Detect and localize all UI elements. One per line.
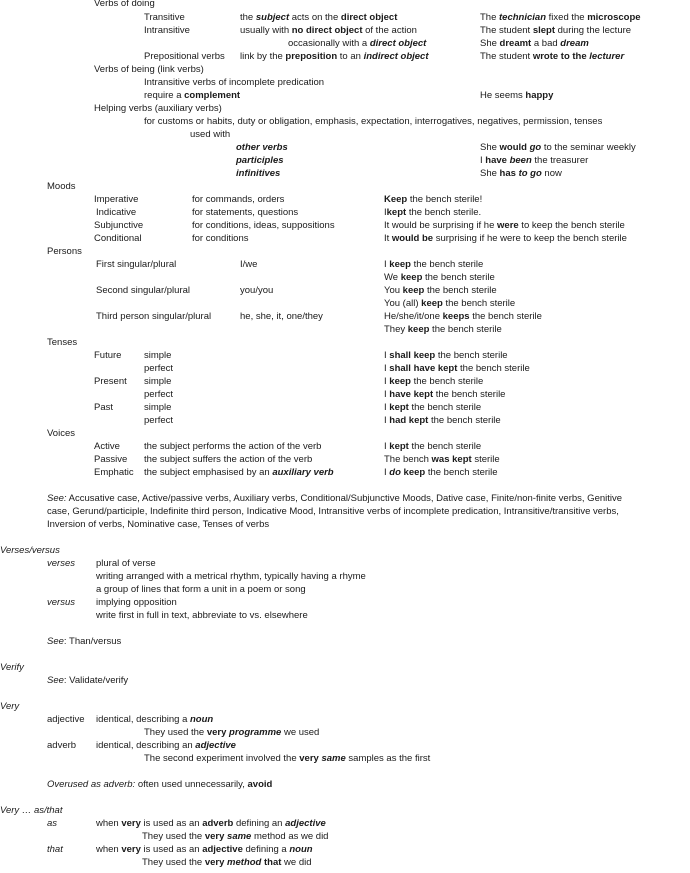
very-that-term: that xyxy=(47,844,63,855)
verses-line: plural of verse xyxy=(96,558,156,569)
voice-desc: the subject performs the action of the verb xyxy=(144,441,322,452)
mood-term: Indicative xyxy=(96,207,137,218)
verbs-of-being-heading: Verbs of being (link verbs) xyxy=(94,64,204,75)
very-adverb-term: adverb xyxy=(47,740,77,751)
tense-aspect: simple xyxy=(144,350,172,361)
very-adjective-desc: identical, describing a noun xyxy=(96,714,214,725)
tense-example: I shall have kept the bench sterile xyxy=(384,363,530,374)
person-example: He/she/it/one keeps the bench sterile xyxy=(384,311,542,322)
verbs-of-doing-heading: Verbs of doing xyxy=(94,0,155,9)
voice-example: The bench was kept sterile xyxy=(384,454,500,465)
verses-line: a group of lines that form a unit in a poem or song xyxy=(96,584,306,595)
helping-item-term: other verbs xyxy=(236,142,288,153)
person-example: I keep the bench sterile xyxy=(384,259,484,270)
helping-item-example: I have been the treasurer xyxy=(480,155,589,166)
intransitive-desc: usually with no direct object of the action xyxy=(240,25,417,36)
verses-versus-heading: Verses/versus xyxy=(0,545,60,556)
helping-verbs-line-2: used with xyxy=(190,129,231,140)
mood-term: Conditional xyxy=(94,233,142,244)
tense-example: I shall keep the bench sterile xyxy=(384,350,508,361)
intransitive-term: Intransitive xyxy=(144,25,190,36)
voice-term: Active xyxy=(94,441,120,452)
helping-item-term: participles xyxy=(236,155,284,166)
mood-desc: for conditions xyxy=(192,233,249,244)
voices-heading: Voices xyxy=(47,428,75,439)
verses-see: See: Than/versus xyxy=(47,636,122,647)
mood-term: Imperative xyxy=(94,194,139,205)
very-adverb-desc: identical, describing an adjective xyxy=(96,740,236,751)
tense-aspect: perfect xyxy=(144,415,174,426)
verbs-of-being-line-2: require a complement xyxy=(144,90,241,101)
verbs-of-being-example: He seems happy xyxy=(480,90,554,101)
very-adjective-term: adjective xyxy=(47,714,85,725)
prepositional-desc: link by the preposition to an indirect object xyxy=(240,51,429,62)
prepositional-example: The student wrote to the lecturer xyxy=(480,51,625,62)
helping-item-term: infinitives xyxy=(236,168,281,179)
tense-name: Present xyxy=(94,376,127,387)
person-term: Third person singular/plural xyxy=(96,311,212,322)
person-example: You keep the bench sterile xyxy=(384,285,497,296)
transitive-example: The technician fixed the microscope xyxy=(480,12,641,23)
voice-desc: the subject suffers the action of the verb xyxy=(144,454,313,465)
moods-heading: Moods xyxy=(47,181,76,192)
very-overused-note: Overused as adverb: often used unnecessarily, avoid xyxy=(47,779,273,790)
tenses-heading: Tenses xyxy=(47,337,78,348)
helping-item-example: She has to go now xyxy=(480,168,562,179)
person-example: We keep the bench sterile xyxy=(384,272,495,283)
tense-aspect: simple xyxy=(144,376,172,387)
very-adjective-example: They used the very programme we used xyxy=(144,727,320,738)
prepositional-term: Prepositional verbs xyxy=(144,51,225,62)
person-term: First singular/plural xyxy=(96,259,177,270)
person-term: Second singular/plural xyxy=(96,285,191,296)
verses-line: writing arranged with a metrical rhythm, typically having a rhyme xyxy=(96,571,366,582)
versus-line: write first in full in text, abbreviate to vs. elsewhere xyxy=(96,610,308,621)
person-pronoun: you/you xyxy=(240,285,274,296)
very-as-that-heading: Very … as/that xyxy=(0,805,63,816)
intransitive-desc-2: occasionally with a direct object xyxy=(288,38,427,49)
tense-example: I have kept the bench sterile xyxy=(384,389,506,400)
tense-example: I keep the bench sterile xyxy=(384,376,484,387)
helping-item-example: She would go to the seminar weekly xyxy=(480,142,636,153)
very-as-term: as xyxy=(47,818,58,829)
verify-see: See: Validate/verify xyxy=(47,675,129,686)
tense-aspect: perfect xyxy=(144,389,174,400)
very-as-desc: when very is used as an adverb defining an adjective xyxy=(96,818,326,829)
person-pronoun: he, she, it, one/they xyxy=(240,311,323,322)
mood-desc: for statements, questions xyxy=(192,207,299,218)
very-as-example: They used the very same method as we did xyxy=(142,831,329,842)
mood-desc: for conditions, ideas, suppositions xyxy=(192,220,335,231)
tense-name: Past xyxy=(94,402,114,413)
very-heading: Very xyxy=(0,701,20,712)
tense-example: I kept the bench sterile xyxy=(384,402,482,413)
verbs-of-being-line-1: Intransitive verbs of incomplete predication xyxy=(144,77,325,88)
very-that-desc: when very is used as an adjective defining a noun xyxy=(96,844,313,855)
voice-term: Emphatic xyxy=(94,467,134,478)
voice-example: I do keep the bench sterile xyxy=(384,467,498,478)
mood-desc: for commands, orders xyxy=(192,194,285,205)
tense-example: I had kept the bench sterile xyxy=(384,415,501,426)
tense-aspect: perfect xyxy=(144,363,174,374)
mood-example: It would be surprising if he were to keep the bench sterile xyxy=(384,233,627,244)
mood-term: Subjunctive xyxy=(94,220,144,231)
very-adverb-example: The second experiment involved the very same samples as the first xyxy=(144,753,431,764)
versus-line: implying opposition xyxy=(96,597,177,608)
transitive-term: Transitive xyxy=(144,12,185,23)
person-example: You (all) keep the bench sterile xyxy=(384,298,516,309)
voice-desc: the subject emphasised by an auxiliary verb xyxy=(144,467,334,478)
intransitive-example: The student slept during the lecture xyxy=(480,25,632,36)
mood-example: Keep the bench sterile! xyxy=(384,194,483,205)
voice-term: Passive xyxy=(94,454,128,465)
very-that-example: They used the very method that we did xyxy=(142,857,312,868)
versus-term: versus xyxy=(47,597,75,608)
transitive-desc: the subject acts on the direct object xyxy=(240,12,398,23)
verbs-see-also: See: Accusative case, Active/passive verbs, Auxiliary verbs, Conditional/Subjunctive Moods, Dative case, Finite/non-finite verbs, Genitive case, Gerund/participle, Indefinite third person, Indicative Mood, Intransitive verbs of incomplete predication, Intransitive/transitive verbs, Inversion of verbs, Nominative case, Tenses of verbs xyxy=(47,493,623,530)
intransitive-example-2: She dreamt a bad dream xyxy=(480,38,589,49)
helping-verbs-line-1: for customs or habits, duty or obligation, emphasis, expectation, interrogatives, negatives, permission, tenses xyxy=(144,116,603,127)
tense-aspect: simple xyxy=(144,402,172,413)
persons-heading: Persons xyxy=(47,246,82,257)
verses-term: verses xyxy=(47,558,75,569)
helping-verbs-heading: Helping verbs (auxiliary verbs) xyxy=(94,103,222,114)
verify-heading: Verify xyxy=(0,662,24,673)
mood-example: It would be surprising if he were to keep the bench sterile xyxy=(384,220,625,231)
person-example: They keep the bench sterile xyxy=(384,324,502,335)
person-pronoun: I/we xyxy=(240,259,258,270)
voice-example: I kept the bench sterile xyxy=(384,441,482,452)
tense-name: Future xyxy=(94,350,122,361)
mood-example: Ikept the bench sterile. xyxy=(384,207,482,218)
